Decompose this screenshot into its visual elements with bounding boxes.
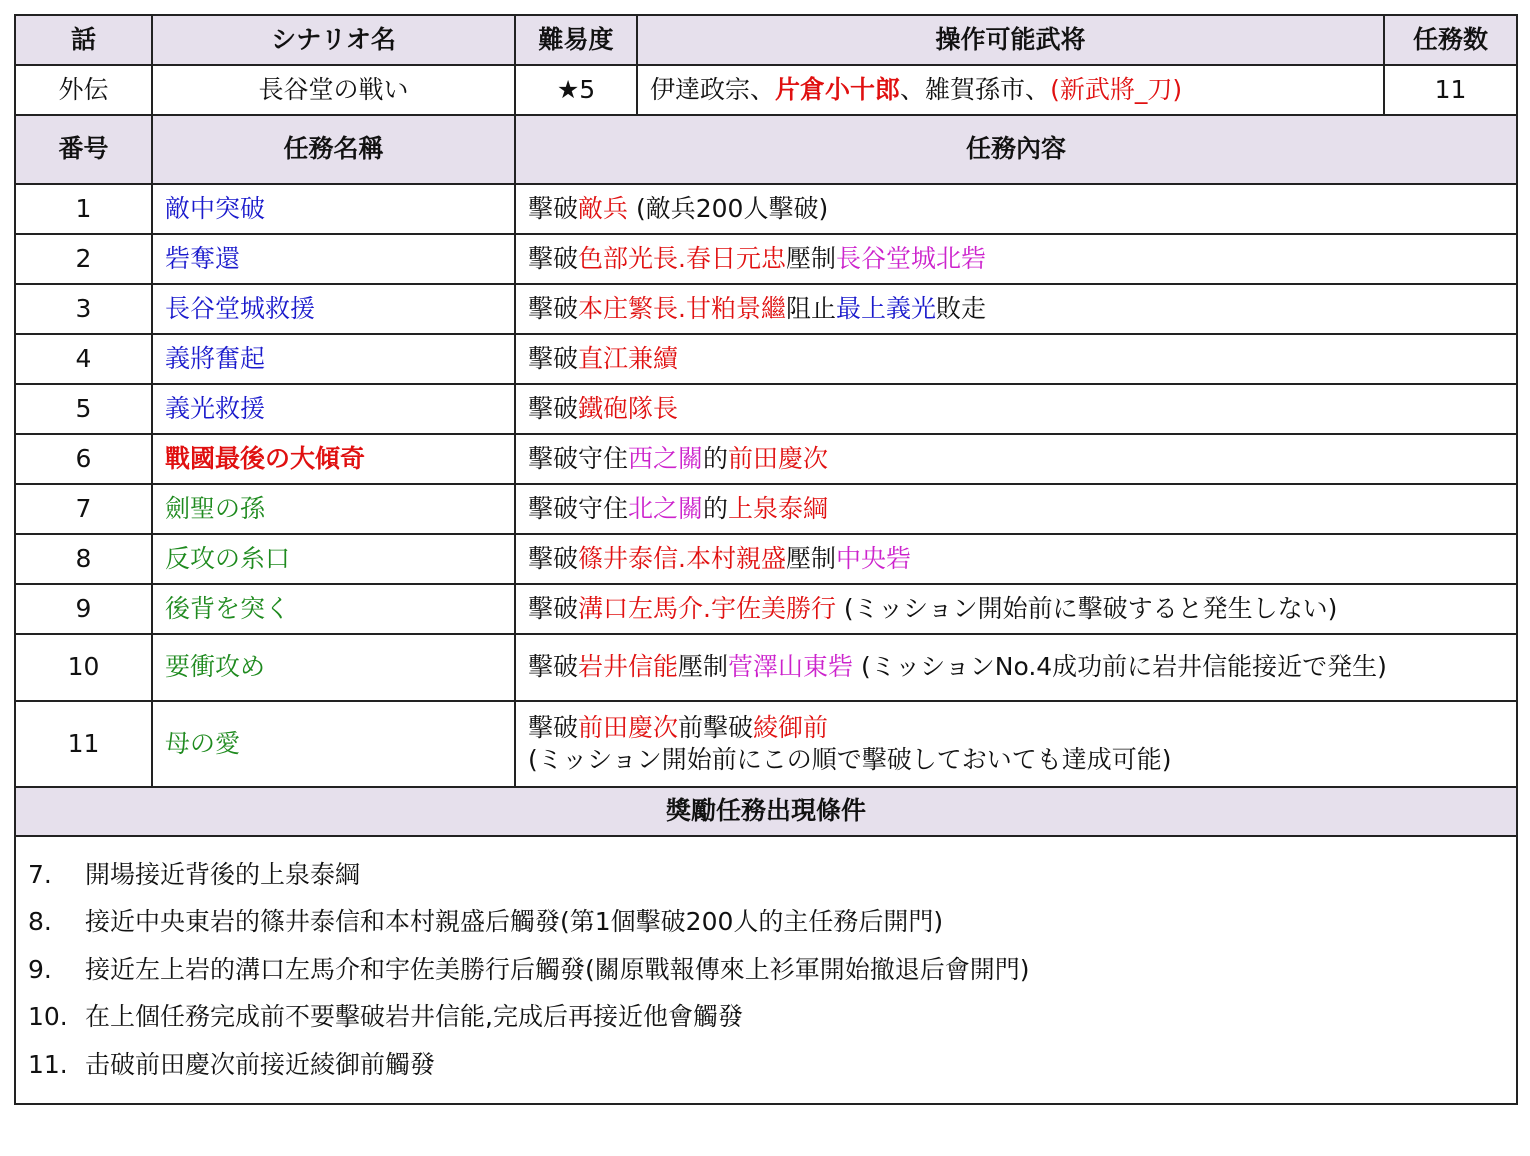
location-name: 北之關 [628, 493, 704, 523]
scenario-row [15, 65, 1517, 115]
mission-content [515, 634, 1517, 701]
content-text: 擊破 [528, 543, 579, 573]
mission-content [515, 334, 1517, 384]
location-name: 長谷堂城北砦 [835, 243, 986, 273]
location-name: 菅澤山東砦 [728, 652, 854, 682]
mission-content [515, 484, 1517, 534]
scenario-name-cell: 長谷堂の戦い [152, 65, 515, 115]
content-note: (ミッションNo.4成功前に岩井信能接近で発生) [853, 652, 1387, 682]
mission-number: 3 [15, 284, 152, 334]
table-row [15, 584, 1517, 634]
condition-text: 在上個任務完成前不要擊破岩井信能,完成后再接近他會觸發 [85, 1002, 743, 1031]
mission-number: 9 [15, 584, 152, 634]
mission-name: 要衝攻め [152, 634, 515, 701]
condition-text: 接近中央東岩的篠井泰信和本村親盛后觸發(第1個擊破200人的主任務后開門) [85, 907, 944, 936]
condition-number: 9. [28, 954, 52, 984]
target-name: 鐵砲隊長 [578, 393, 679, 423]
mission-number: 11 [15, 701, 152, 787]
content-text: 擊破 [528, 652, 579, 682]
content-text: 的 [703, 443, 729, 473]
target-name: 色部光長.春日元忠 [578, 243, 786, 273]
mission-name: 母の愛 [152, 701, 515, 787]
mission-name: 劍聖の孫 [152, 484, 515, 534]
content-text: 前擊破 [678, 712, 754, 742]
content-text: 擊破守住 [528, 493, 629, 523]
condition-number: 8. [28, 907, 52, 936]
mission-name: 反攻の糸口 [152, 534, 515, 584]
scenario-header-row [15, 15, 1517, 65]
mission-number: 2 [15, 234, 152, 284]
episode-cell: 外伝 [15, 65, 152, 115]
content-text: 的 [703, 493, 729, 523]
table-row [15, 284, 1517, 334]
condition-item [28, 899, 1504, 947]
table-row [15, 634, 1517, 701]
target-name: 直江兼續 [578, 343, 679, 373]
mission-number: 4 [15, 334, 152, 384]
location-name: 西之關 [628, 443, 704, 473]
mission-name: 砦奪還 [152, 234, 515, 284]
condition-number: 11. [28, 1049, 68, 1079]
general-name: 伊達政宗 [650, 74, 751, 104]
table-row [15, 384, 1517, 434]
mission-name-header: 任務名稱 [152, 115, 515, 184]
condition-number: 10. [28, 1002, 68, 1031]
content-text: 擊破 [528, 593, 579, 623]
mission-count-header: 任務数 [1384, 15, 1517, 65]
mission-content [515, 234, 1517, 284]
table-row [15, 184, 1517, 234]
mission-name: 義將奮起 [152, 334, 515, 384]
difficulty-cell: ★5 [515, 65, 637, 115]
mission-content [515, 701, 1517, 787]
mission-name: 戰國最後の大傾奇 [152, 434, 515, 484]
mission-content [515, 584, 1517, 634]
condition-item [28, 1041, 1504, 1089]
difficulty-header: 難易度 [515, 15, 637, 65]
number-header: 番号 [15, 115, 152, 184]
content-text: 擊破 [528, 343, 579, 373]
content-text: 擊破 [528, 243, 579, 273]
target-name: 岩井信能 [578, 652, 679, 682]
mission-number: 1 [15, 184, 152, 234]
mission-content [515, 384, 1517, 434]
target-name: 溝口左馬介.宇佐美勝行 [578, 593, 836, 623]
target-name: 本庄繁長.甘粕景繼 [578, 293, 786, 323]
ally-name: 最上義光 [835, 293, 936, 323]
condition-item [28, 851, 1504, 899]
conditions-list [15, 836, 1517, 1104]
mission-name: 義光救援 [152, 384, 515, 434]
table-row [15, 234, 1517, 284]
scenario-header: シナリオ名 [152, 15, 515, 65]
condition-text: 击破前田慶次前接近綾御前觸發 [85, 1049, 436, 1079]
target-name: 上泉泰綱 [728, 493, 829, 523]
content-note: (ミッション開始前にこの順で擊破しておいても達成可能) [528, 745, 1172, 774]
general-name: 、雑賀孫市、 [900, 74, 1051, 104]
content-text: 敗走 [936, 293, 987, 323]
table-row [15, 701, 1517, 787]
mission-name: 長谷堂城救援 [152, 284, 515, 334]
conditions-title: 獎勵任務出現條件 [15, 787, 1517, 836]
location-name: 中央砦 [835, 543, 911, 573]
target-name: 前田慶次 [728, 443, 829, 473]
mission-content [515, 434, 1517, 484]
content-text: 壓制 [678, 652, 729, 682]
condition-item [28, 994, 1504, 1042]
mission-name: 後背を突く [152, 584, 515, 634]
mission-number: 7 [15, 484, 152, 534]
mission-number: 5 [15, 384, 152, 434]
table-row [15, 434, 1517, 484]
target-name: 篠井泰信.本村親盛 [578, 543, 786, 573]
condition-text: 開場接近背後的上泉泰綱 [85, 859, 361, 889]
content-text: 壓制 [785, 243, 836, 273]
content-text: 擊破 [528, 712, 579, 742]
condition-number: 7. [28, 859, 52, 889]
generals-cell [637, 65, 1384, 115]
content-text: 壓制 [785, 543, 836, 573]
target-name: 綾御前 [753, 712, 829, 742]
content-note: (ミッション開始前に擊破すると発生しない) [835, 593, 1338, 623]
episode-header: 話 [15, 15, 152, 65]
general-name: (新武將_刀) [1050, 74, 1183, 104]
table-row [15, 484, 1517, 534]
content-text: 擊破守住 [528, 443, 629, 473]
content-text: 阻止 [785, 293, 836, 323]
mission-count-cell: 11 [1384, 65, 1517, 115]
content-text: 擊破 [528, 393, 579, 423]
mission-content-header: 任務內容 [515, 115, 1517, 184]
content-text: (敵兵200人擊破) [628, 193, 829, 223]
conditions-header-row [15, 787, 1517, 836]
condition-item [28, 946, 1504, 994]
condition-text: 接近左上岩的溝口左馬介和宇佐美勝行后觸發(關原戰報傳來上衫軍開始撤退后會開門) [85, 954, 1030, 984]
generals-header: 操作可能武将 [637, 15, 1384, 65]
mission-number: 8 [15, 534, 152, 584]
content-text: 擊破 [528, 193, 579, 223]
table-row [15, 334, 1517, 384]
table-row [15, 534, 1517, 584]
mission-name: 敵中突破 [152, 184, 515, 234]
mission-content [515, 534, 1517, 584]
mission-content [515, 284, 1517, 334]
general-separator: 、 [750, 74, 776, 104]
mission-content [515, 184, 1517, 234]
mission-header-row [15, 115, 1517, 184]
mission-table [14, 14, 1518, 1105]
mission-number: 10 [15, 634, 152, 701]
content-text: 擊破 [528, 293, 579, 323]
mission-number: 6 [15, 434, 152, 484]
general-name: 片倉小十郎 [775, 74, 901, 104]
target-name: 前田慶次 [578, 712, 679, 742]
conditions-row [15, 836, 1517, 1104]
target-name: 敵兵 [578, 193, 629, 223]
